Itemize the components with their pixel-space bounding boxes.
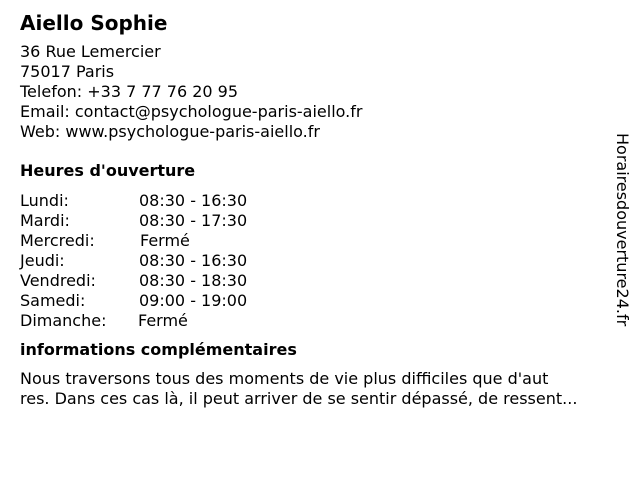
info-line-1: Nous traversons tous des moments de vie plus difficiles que d'aut — [20, 369, 549, 388]
address-street: 36 Rue Lemercier — [20, 42, 161, 61]
opening-hours-heading: Heures d'ouverture — [20, 161, 196, 180]
day-label: Vendredi: — [20, 271, 96, 290]
address-city: 75017 Paris — [20, 62, 115, 81]
day-label: Dimanche: — [20, 311, 107, 330]
hours-row-sunday — [20, 311, 620, 331]
phone-number: Telefon: +33 7 77 76 20 95 — [20, 82, 239, 101]
hours-row-monday — [20, 191, 620, 211]
day-label: Mardi: — [20, 211, 70, 230]
hours-value: 08:30 - 18:30 — [139, 271, 248, 290]
day-label: Jeudi: — [20, 251, 65, 270]
hours-row-thursday — [20, 251, 620, 271]
hours-row-wednesday — [20, 231, 620, 251]
hours-value: 08:30 - 16:30 — [139, 251, 248, 270]
business-card — [20, 10, 620, 409]
website-address: Web: www.psychologue-paris-aiello.fr — [20, 122, 320, 141]
day-label: Lundi: — [20, 191, 69, 210]
day-label: Samedi: — [20, 291, 86, 310]
hours-value: Fermé — [140, 231, 190, 250]
additional-info-text — [20, 369, 632, 409]
hours-row-saturday — [20, 291, 620, 311]
day-label: Mercredi: — [20, 231, 95, 250]
hours-value: Fermé — [138, 311, 188, 330]
email-address: Email: contact@psychologue-paris-aiello.fr — [20, 102, 363, 121]
site-watermark — [610, 133, 634, 373]
hours-row-tuesday — [20, 211, 620, 231]
business-name: Aiello Sophie — [20, 11, 168, 35]
site-watermark-text: Horairesdouverture24.fr — [613, 133, 632, 327]
additional-info-heading: informations complémentaires — [20, 340, 297, 359]
hours-value: 08:30 - 17:30 — [139, 211, 248, 230]
opening-hours-table — [20, 191, 620, 331]
hours-row-friday — [20, 271, 620, 291]
info-line-2: res. Dans ces cas là, il peut arriver de se sentir dépassé, de ressent... — [20, 389, 578, 408]
hours-value: 09:00 - 19:00 — [139, 291, 248, 310]
hours-value: 08:30 - 16:30 — [139, 191, 248, 210]
